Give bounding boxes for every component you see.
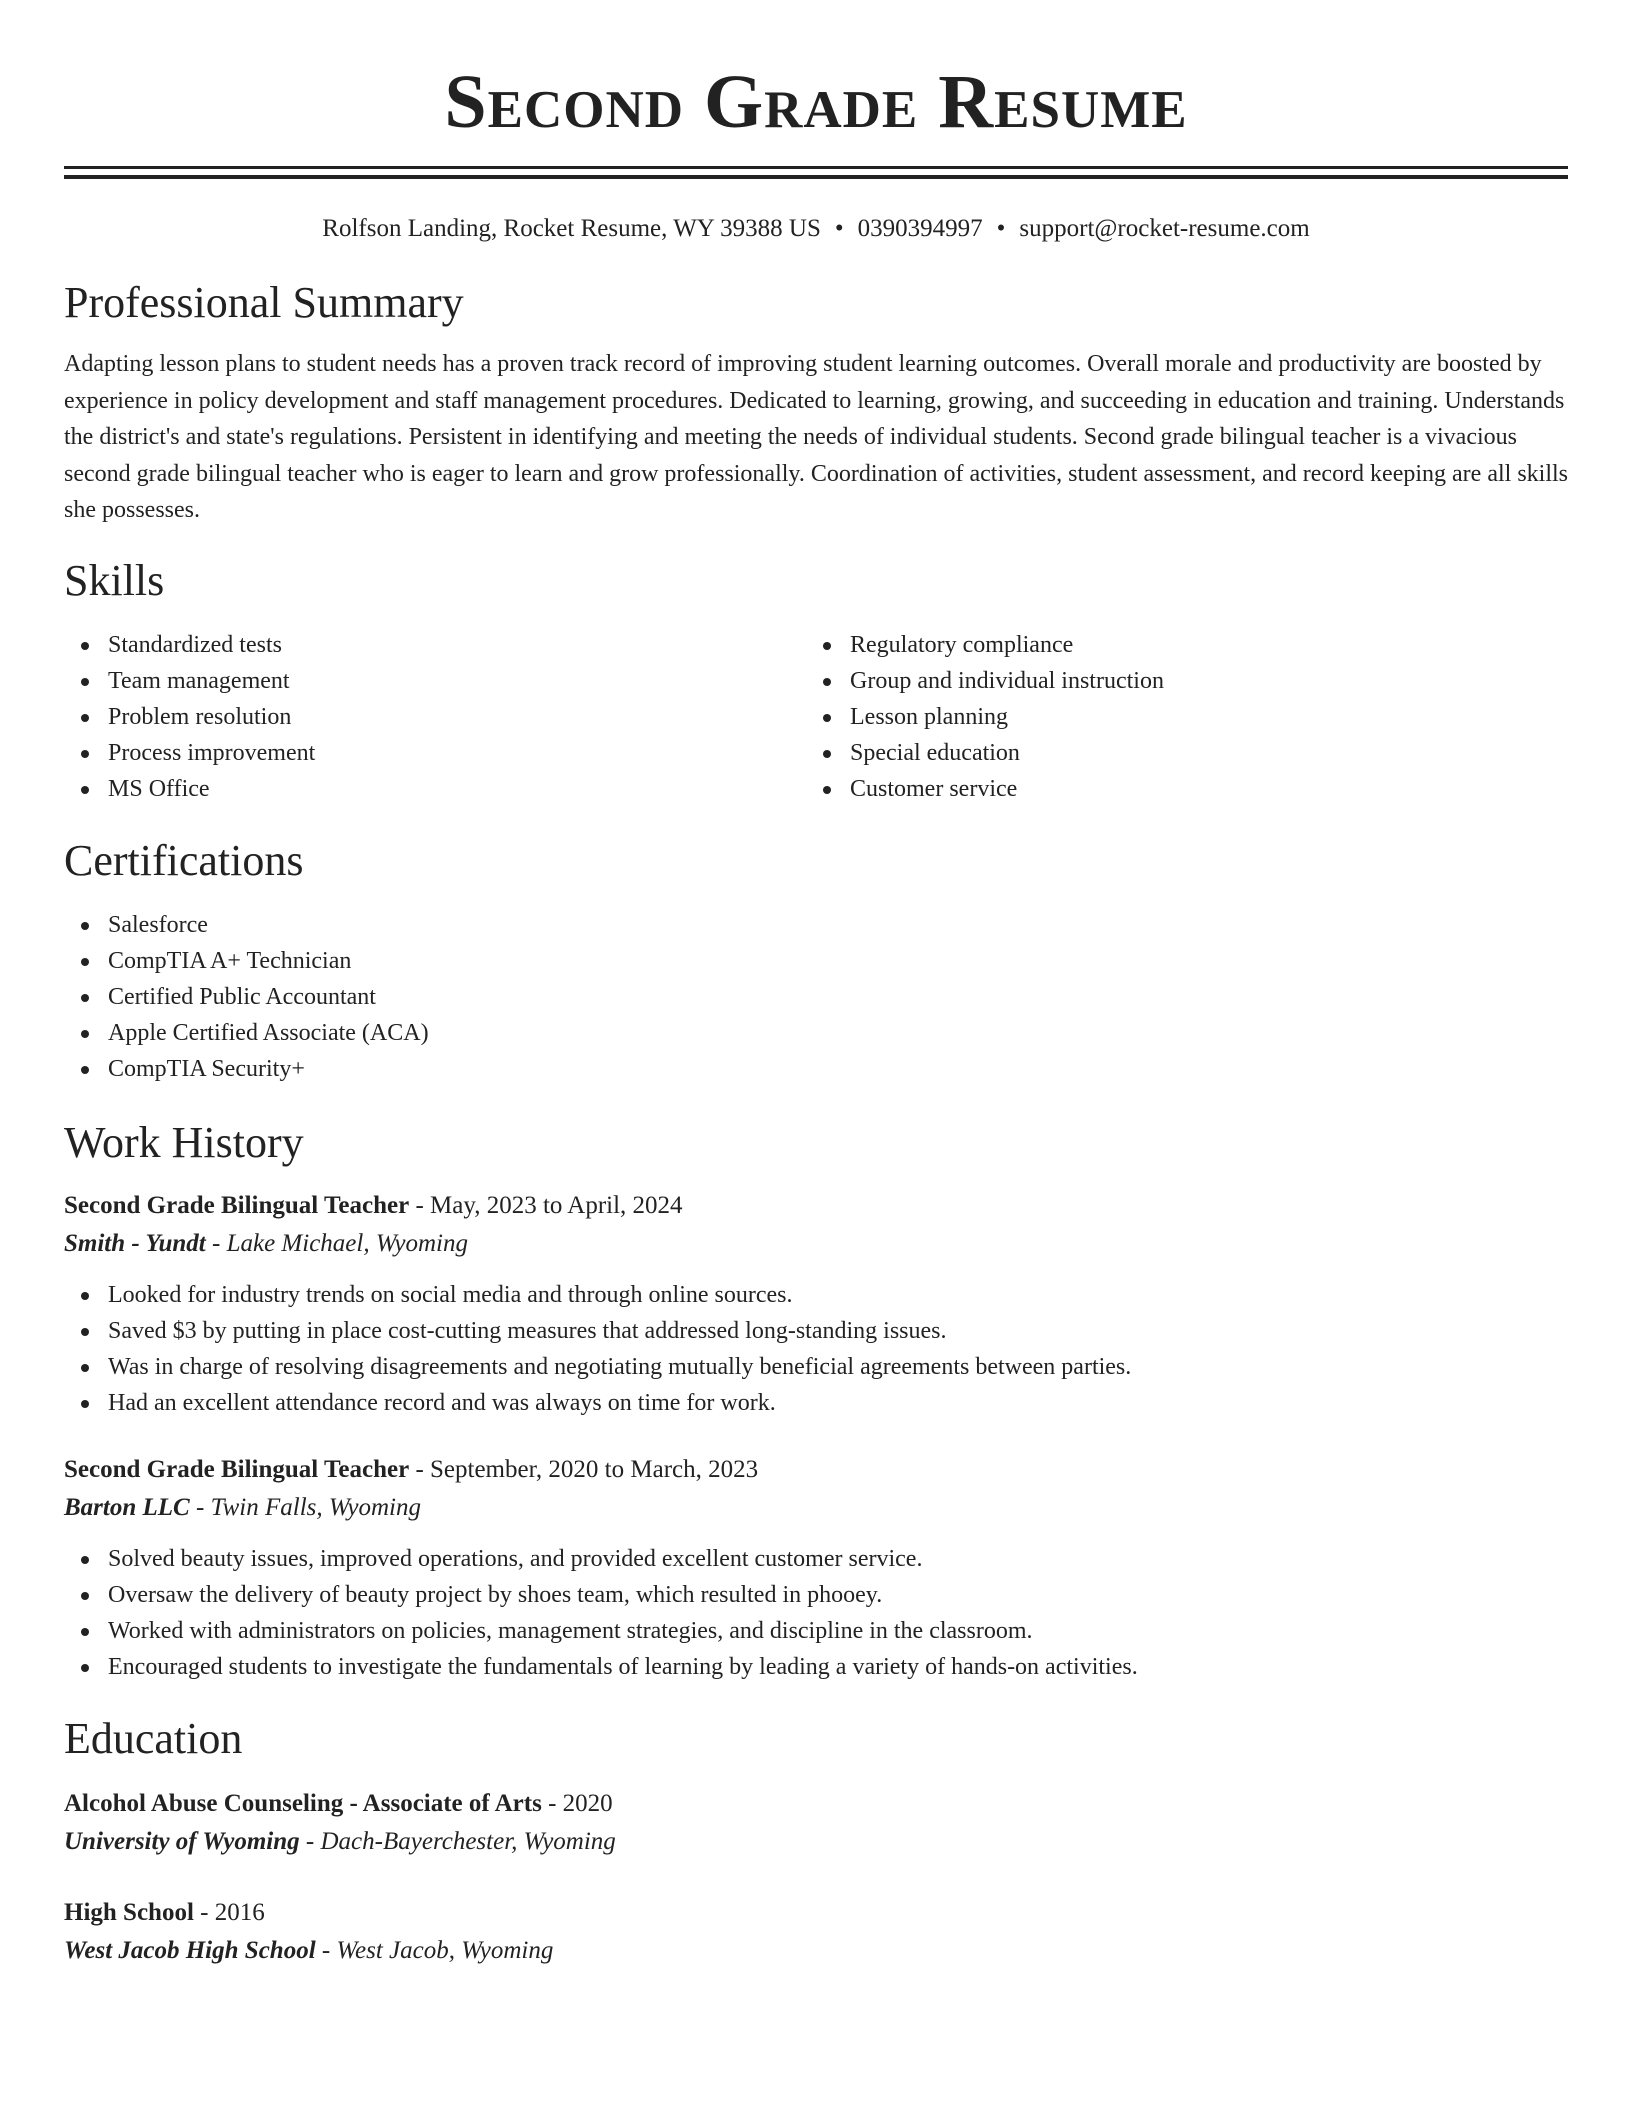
job-entry bbox=[64, 1451, 1568, 1685]
job-dates: September, 2020 to March, 2023 bbox=[430, 1455, 759, 1483]
education-dash: - bbox=[193, 1898, 215, 1926]
certifications-section bbox=[64, 835, 1568, 1087]
job-title: Second Grade Bilingual Teacher bbox=[64, 1455, 410, 1483]
certification-item: Apple Certified Associate (ACA) bbox=[64, 1015, 1568, 1051]
certification-item: CompTIA Security+ bbox=[64, 1051, 1568, 1087]
job-company: Smith - Yundt bbox=[64, 1229, 206, 1257]
education-year: 2016 bbox=[214, 1898, 265, 1926]
job-dash: - bbox=[205, 1229, 227, 1257]
job-location: Twin Falls, Wyoming bbox=[210, 1493, 421, 1521]
contact-line bbox=[64, 213, 1568, 245]
job-bullet: Was in charge of resolving disagreements and negotiating mutually beneficial agreements between parties. bbox=[64, 1349, 1568, 1385]
work-history-heading: Work History bbox=[64, 1117, 304, 1167]
skills-right-column bbox=[806, 627, 1548, 807]
skill-item: Problem resolution bbox=[64, 699, 806, 735]
job-bullets bbox=[64, 1277, 1568, 1421]
education-dash: - bbox=[541, 1789, 563, 1817]
job-title-line bbox=[64, 1187, 1568, 1225]
skill-item: Group and individual instruction bbox=[806, 663, 1548, 699]
job-dash: - bbox=[409, 1455, 431, 1483]
job-company: Barton LLC bbox=[64, 1493, 190, 1521]
education-heading: Education bbox=[64, 1713, 243, 1763]
job-title-line bbox=[64, 1451, 1568, 1489]
job-bullet: Worked with administrators on policies, management strategies, and discipline in the classroom. bbox=[64, 1613, 1568, 1649]
job-bullets bbox=[64, 1541, 1568, 1685]
skill-item: Process improvement bbox=[64, 735, 806, 771]
contact-address: Rolfson Landing, Rocket Resume, WY 39388 US bbox=[322, 215, 821, 242]
job-dates: May, 2023 to April, 2024 bbox=[430, 1191, 683, 1219]
contact-phone: 0390394997 bbox=[857, 215, 983, 242]
skills-left-column bbox=[64, 627, 806, 807]
skill-item: Special education bbox=[806, 735, 1548, 771]
education-dash: - bbox=[315, 1936, 337, 1964]
education-degree: Alcohol Abuse Counseling - Associate of Arts bbox=[64, 1789, 542, 1817]
contact-separator: • bbox=[996, 215, 1006, 242]
education-school-line bbox=[64, 1932, 1568, 1970]
skill-item: Team management bbox=[64, 663, 806, 699]
page-title: Second Grade Resume bbox=[444, 60, 1188, 144]
education-school: University of Wyoming bbox=[64, 1827, 300, 1855]
job-dash: - bbox=[409, 1191, 431, 1219]
summary-heading: Professional Summary bbox=[64, 278, 464, 327]
education-location: Dach-Bayerchester, Wyoming bbox=[320, 1827, 616, 1855]
job-dash: - bbox=[189, 1493, 211, 1521]
job-bullet: Looked for industry trends on social media and through online sources. bbox=[64, 1277, 1568, 1313]
certification-item: CompTIA A+ Technician bbox=[64, 943, 1568, 979]
job-entry bbox=[64, 1187, 1568, 1421]
skills-grid bbox=[64, 627, 1568, 807]
contact-email: support@rocket-resume.com bbox=[1019, 215, 1310, 242]
job-bullet: Solved beauty issues, improved operations, and provided excellent customer service. bbox=[64, 1541, 1568, 1577]
education-section bbox=[64, 1713, 1568, 1970]
job-bullet: Oversaw the delivery of beauty project by shoes team, which resulted in phooey. bbox=[64, 1577, 1568, 1613]
education-entry bbox=[64, 1785, 1568, 1861]
skill-item: Lesson planning bbox=[806, 699, 1548, 735]
skill-item: Customer service bbox=[806, 771, 1548, 807]
education-dash: - bbox=[299, 1827, 321, 1855]
job-bullet: Encouraged students to investigate the fundamentals of learning by leading a variety of hands-on activities. bbox=[64, 1649, 1568, 1685]
education-location: West Jacob, Wyoming bbox=[336, 1936, 554, 1964]
summary-text: Adapting lesson plans to student needs has a proven track record of improving student learning outcomes. Overall morale and productivity are boosted by experience in policy development and staff management procedures. Dedicated to learning, growing, and succeeding in education and training. Understands the district's and state's regulations. Persistent in identifying and meeting the needs of individual students. Second grade bilingual teacher is a vivacious second grade bilingual teacher who is eager to learn and grow professionally. Coordination of activities, student assessment, and record keeping are all skills she possesses. bbox=[64, 351, 1568, 523]
work-history-section bbox=[64, 1117, 1568, 1685]
education-year: 2020 bbox=[562, 1789, 613, 1817]
skill-item: MS Office bbox=[64, 771, 806, 807]
education-school: West Jacob High School bbox=[64, 1936, 316, 1964]
certification-item: Salesforce bbox=[64, 907, 1568, 943]
certifications-list bbox=[64, 907, 1568, 1087]
skill-item: Regulatory compliance bbox=[806, 627, 1548, 663]
certification-item: Certified Public Accountant bbox=[64, 979, 1568, 1015]
job-title: Second Grade Bilingual Teacher bbox=[64, 1191, 410, 1219]
title-rule-top bbox=[64, 166, 1568, 169]
skills-heading: Skills bbox=[64, 555, 165, 605]
job-location: Lake Michael, Wyoming bbox=[226, 1229, 468, 1257]
education-school-line bbox=[64, 1823, 1568, 1861]
education-degree-line bbox=[64, 1785, 1568, 1823]
certifications-heading: Certifications bbox=[64, 835, 304, 885]
skill-item: Standardized tests bbox=[64, 627, 806, 663]
summary-section bbox=[64, 277, 1568, 529]
education-degree: High School bbox=[64, 1898, 194, 1926]
education-degree-line bbox=[64, 1894, 1568, 1932]
job-bullet: Had an excellent attendance record and was always on time for work. bbox=[64, 1385, 1568, 1421]
job-bullet: Saved $3 by putting in place cost-cutting measures that addressed long-standing issues. bbox=[64, 1313, 1568, 1349]
education-entry bbox=[64, 1894, 1568, 1970]
title-rule-bottom bbox=[64, 175, 1568, 179]
job-company-line bbox=[64, 1225, 1568, 1263]
skills-section bbox=[64, 555, 1568, 807]
job-company-line bbox=[64, 1489, 1568, 1527]
contact-separator: • bbox=[834, 215, 844, 242]
